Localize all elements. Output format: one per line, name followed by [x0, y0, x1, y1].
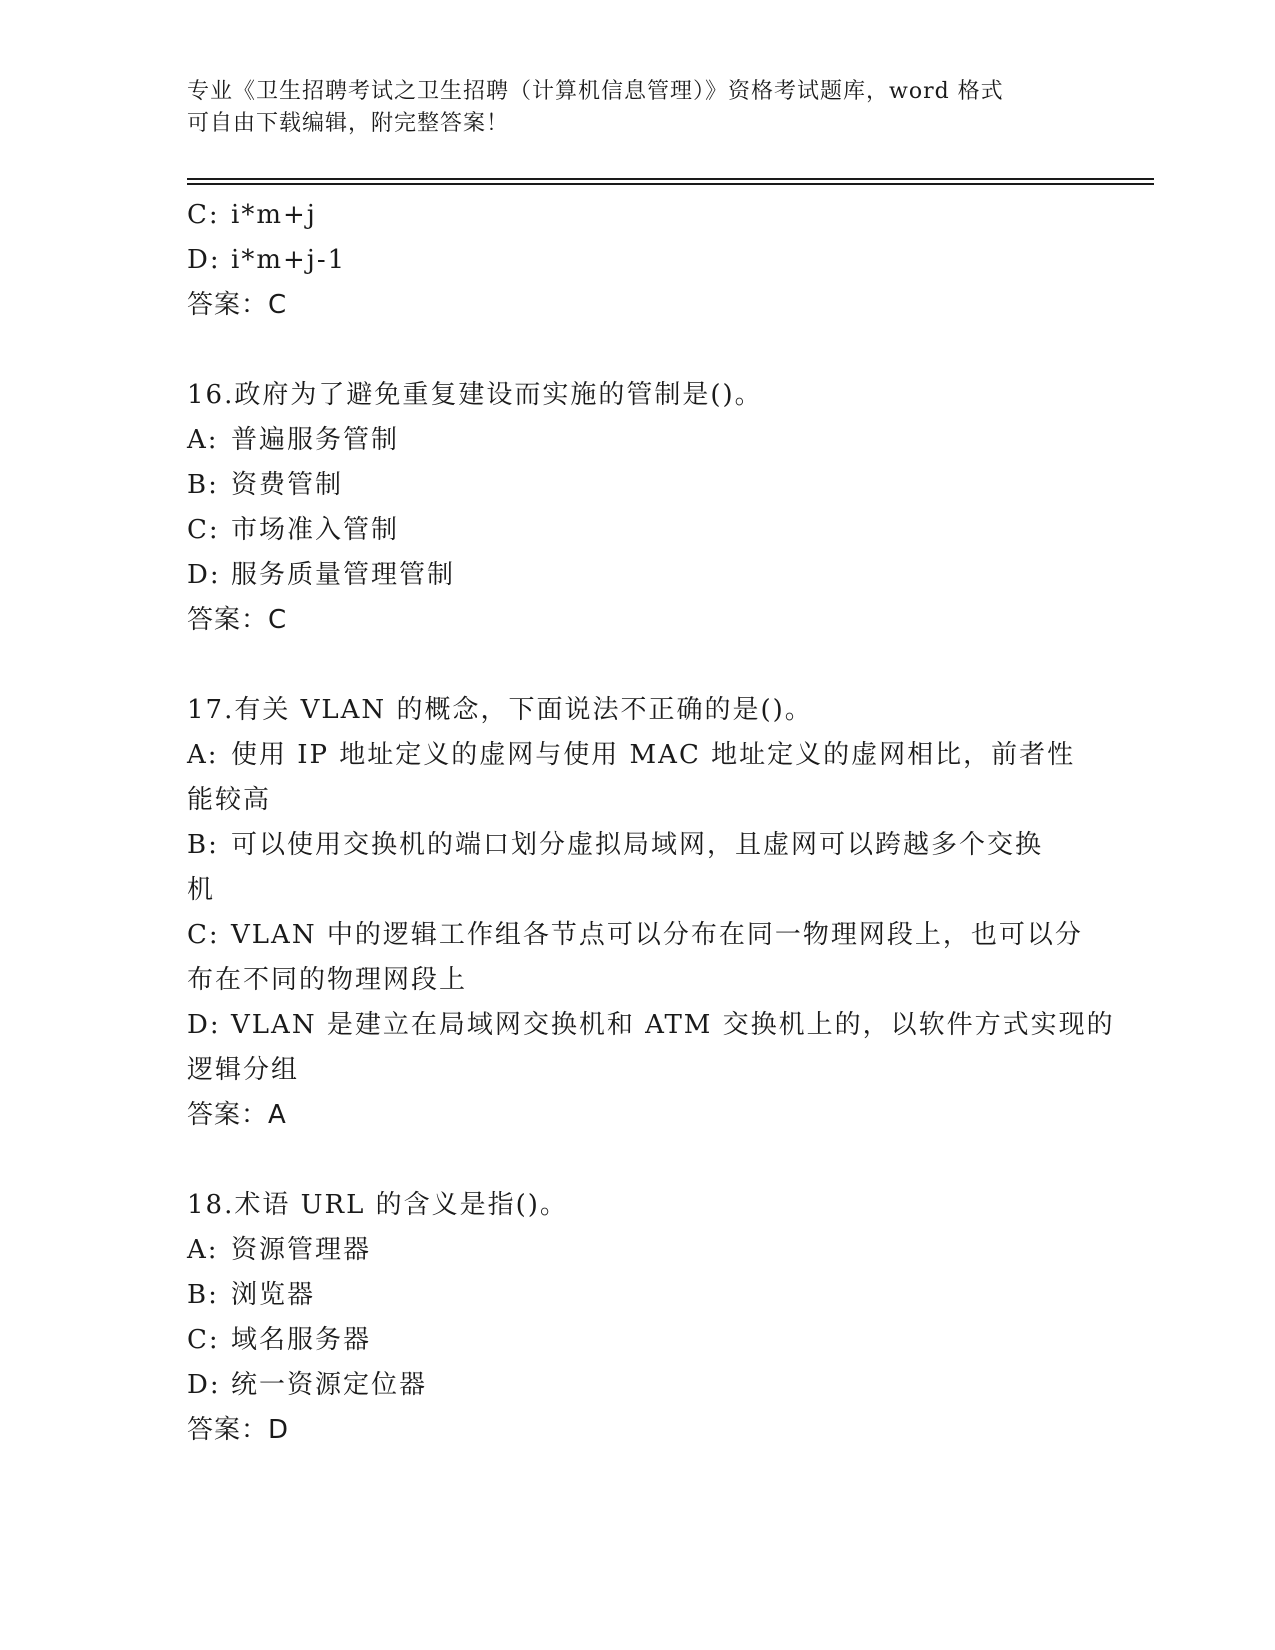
option-b — [187, 1273, 1087, 1318]
option-label: A: — [187, 1235, 219, 1265]
option-text: 资费管制 — [231, 470, 344, 500]
question-stem: 18.术语 URL 的含义是指()。 — [187, 1190, 568, 1220]
option-a-continuation: 能较高 — [187, 785, 272, 815]
option-d — [187, 238, 1087, 283]
option-text: VLAN 中的逻辑工作组各节点可以分布在同一物理网段上，也可以分 — [231, 920, 1083, 950]
question-stem: 17.有关 VLAN 的概念，下面说法不正确的是()。 — [187, 695, 813, 725]
option-label: C: — [187, 920, 220, 950]
document-header — [187, 76, 1087, 140]
option-a — [187, 418, 1087, 463]
option-text: i*m+j-1 — [231, 245, 347, 275]
answer-line: 答案：C — [187, 605, 288, 635]
option-d — [187, 1363, 1087, 1408]
option-d — [187, 1003, 1115, 1048]
option-text: 浏览器 — [231, 1280, 316, 1310]
question-15-tail — [187, 193, 1087, 328]
option-label: A: — [187, 740, 219, 770]
header-line-1: 专业《卫生招聘考试之卫生招聘（计算机信息管理）》资格考试题库，word 格式 — [187, 79, 1004, 104]
option-label: C: — [187, 1325, 220, 1355]
option-label: B: — [187, 830, 219, 860]
option-label: D: — [187, 1010, 221, 1040]
option-label: B: — [187, 1280, 219, 1310]
answer-line: 答案：C — [187, 290, 288, 320]
option-text: 使用 IP 地址定义的虚网与使用 MAC 地址定义的虚网相比，前者性 — [231, 740, 1076, 770]
header-divider-bottom — [187, 183, 1154, 185]
option-c — [187, 193, 1087, 238]
option-label: B: — [187, 470, 219, 500]
option-c — [187, 1318, 1087, 1363]
option-text: 市场准入管制 — [231, 515, 400, 545]
option-text: 普遍服务管制 — [231, 425, 400, 455]
option-b — [187, 463, 1087, 508]
option-label: D: — [187, 245, 221, 275]
answer-line: 答案：D — [187, 1415, 290, 1445]
option-c — [187, 913, 1087, 958]
option-text: i*m+j — [231, 200, 317, 230]
question-18 — [187, 1183, 1087, 1453]
option-a — [187, 1228, 1087, 1273]
option-d-continuation: 逻辑分组 — [187, 1055, 300, 1085]
option-d — [187, 553, 1087, 598]
option-b-continuation: 机 — [187, 875, 216, 905]
option-c-continuation: 布在不同的物理网段上 — [187, 965, 468, 995]
option-label: D: — [187, 560, 221, 590]
header-line-2: 可自由下载编辑，附完整答案！ — [187, 111, 510, 136]
option-text: 域名服务器 — [231, 1325, 372, 1355]
option-text: 可以使用交换机的端口划分虚拟局域网，且虚网可以跨越多个交换 — [231, 830, 1044, 860]
option-text: 资源管理器 — [231, 1235, 372, 1265]
option-text: VLAN 是建立在局域网交换机和 ATM 交换机上的，以软件方式实现的 — [231, 1010, 1115, 1040]
question-stem: 16.政府为了避免重复建设而实施的管制是()。 — [187, 380, 763, 410]
option-label: A: — [187, 425, 219, 455]
answer-line: 答案：A — [187, 1100, 287, 1130]
option-text: 统一资源定位器 — [231, 1370, 428, 1400]
option-a — [187, 733, 1087, 778]
question-16 — [187, 373, 1087, 643]
option-label: C: — [187, 515, 220, 545]
option-label: C: — [187, 200, 220, 230]
question-list — [187, 193, 1115, 1453]
question-17 — [187, 688, 1115, 1138]
option-c — [187, 508, 1087, 553]
header-divider-top — [187, 178, 1154, 180]
option-b — [187, 823, 1087, 868]
option-text: 服务质量管理管制 — [231, 560, 456, 590]
option-label: D: — [187, 1370, 221, 1400]
